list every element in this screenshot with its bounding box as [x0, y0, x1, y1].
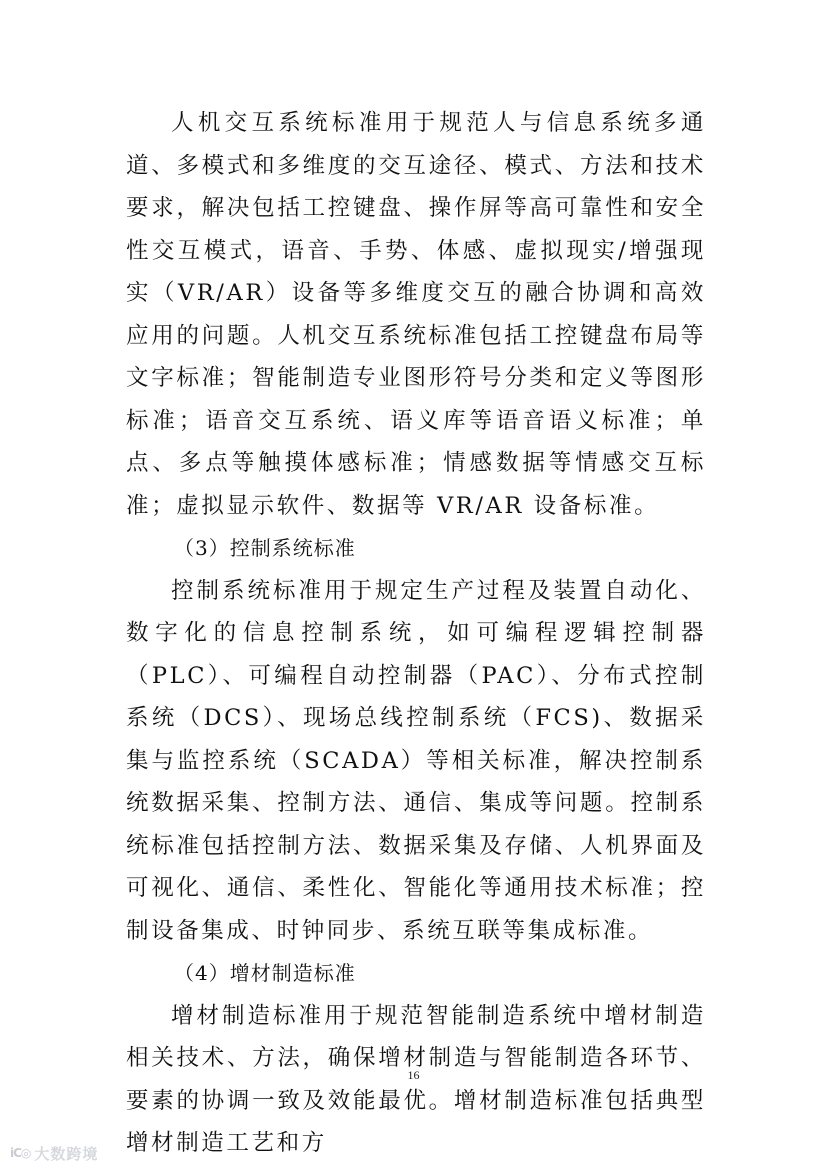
page-content [126, 102, 706, 1165]
paragraph-additive-manufacturing-standards: 增材制造标准用于规范智能制造系统中增材制造相关技术、方法，确保增材制造与智能制造各环节、要素的协调一致及效能最优。增材制造标准包括典型增材制造工艺和方 [126, 1002, 706, 1156]
heading-control-system-standards: （3）控制系统标准 [174, 536, 356, 560]
heading-additive-manufacturing-standards: （4）增材制造标准 [174, 961, 356, 985]
paragraph-hci-standards: 人机交互系统标准用于规范人与信息系统多通道、多模式和多维度的交互途径、模式、方法和技术要求，解决包括工控键盘、操作屏等高可靠性和安全性交互模式，语音、手势、体感、虚拟现实/增强现实（VR/AR）设备等多维度交互的融合协调和高效应用的问题。人机交互系统标准包括工控键盘布局等文字标准；智能制造专业图形符号分类和定义等图形标准；语音交互系统、语义库等语音语义标准；单点、多点等触摸体感标准；情感数据等情感交互标准；虚拟显示软件、数据等 VR/AR 设备标准。 [126, 110, 706, 519]
watermark-text: 大数跨境 [34, 1144, 99, 1163]
watermark [10, 1142, 98, 1164]
paragraph-control-system-standards: 控制系统标准用于规定生产过程及装置自动化、数字化的信息控制系统，如可编程逻辑控制器（PLC）、可编程自动控制器（PAC）、分布式控制系统（DCS）、现场总线控制系统（FCS)、数据采集与监控系统（SCADA）等相关标准，解决控制系统数据采集、控制方法、通信、集成等问题。控制系统标准包括控制方法、数据采集及存储、人机界面及可视化、通信、柔性化、智能化等通用技术标准；控制设备集成、时钟同步、系统互联等集成标准。 [126, 577, 706, 944]
watermark-logo-icon: iC◎ [10, 1146, 31, 1160]
page-number: 16 [407, 1068, 420, 1082]
